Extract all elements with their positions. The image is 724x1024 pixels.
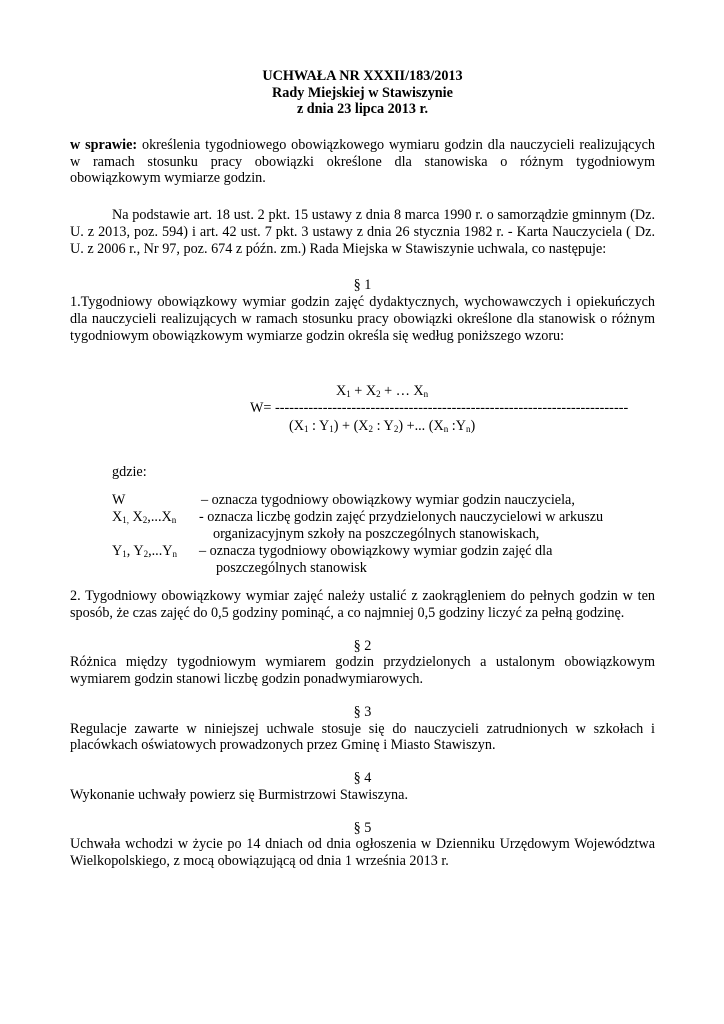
section-1-point-1: 1.Tygodniowy obowiązkowy wymiar godzin zajęć dydaktycznych, wychowawczych i opiekuńczych dla nauczycieli realizujących w ramach stosunku pracy obowiązki określone dla stanowisk o różnym tygodniowym obowiązkowym wymiarze godzin określa się według poniższego wzoru: <box>70 294 655 344</box>
section-1-point-2: 2. Tygodniowy obowiązkowy wymiar zajęć należy ustalić z zaokrągleniem do pełnych godzin w ten sposób, że czas zajęć do 0,5 godziny pominąć, a co najmniej 0,5 godziny liczyć za pełną godzinę. <box>70 588 655 621</box>
subject-paragraph <box>70 137 655 187</box>
definition-y: – oznacza tygodniowy obowiązkowy wymiar godzin zajęć dla <box>199 543 553 560</box>
formula <box>70 383 655 453</box>
legal-basis: Na podstawie art. 18 ust. 2 pkt. 15 ustawy z dnia 8 marca 1990 r. o samorządzie gminnym (Dz. U. z 2013, poz. 594) i art. 42 ust. 7 pkt. 3 ustawy z dnia 26 stycznia 1982 r. - Karta Nauczyciela ( Dz. U. z 2006 r., Nr 97, poz. 674 z późn. zm.) Rada Miejska w Stawiszynie uchwala, co następuje: <box>70 207 655 257</box>
section-4-sign: § 4 <box>353 770 372 787</box>
section-3-sign: § 3 <box>353 703 372 720</box>
definition-symbol-x: $X_{1,}$ $X_2,...X_n$ <box>112 509 177 526</box>
definition-x-cont: organizacyjnym szkoły na poszczególnych stanowiskach, <box>213 526 540 543</box>
document-page <box>70 68 655 870</box>
definitions <box>112 492 655 577</box>
resolution-date: z dnia 23 lipca 2013 r. <box>296 101 429 118</box>
subject-text: określenia tygodniowego obowiązkowego wymiaru godzin dla nauczycieli realizujących w ramach stosunku pracy obowiązki określone dla stanowiska o różnym tygodniowym obowiązkowym wymiarze godzin. <box>70 136 656 187</box>
definition-w: – oznacza tygodniowy obowiązkowy wymiar godzin nauczyciela, <box>201 492 575 509</box>
definition-symbol-y: $Y_1$, $Y_2,...Y_n$ <box>112 543 178 560</box>
section-3-text: Regulacje zawarte w niniejszej uchwale stosuje się do nauczycieli zatrudnionych w szkołach i placówkach oświatowych prowadzonych przez Gminę i Miasto Stawiszyn. <box>70 720 655 754</box>
definition-y-cont: poszczególnych stanowisk <box>216 560 367 577</box>
fraction-line: -------------------------------------------------------------------------- <box>274 400 629 417</box>
council-name: Rady Miejskiej w Stawiszynie <box>272 84 453 101</box>
document-header <box>70 68 655 118</box>
section-2-sign: § 2 <box>353 637 372 654</box>
section-1-sign: § 1 <box>353 277 372 294</box>
section-2-text: Różnica między tygodniowym wymiarem godzin przydzielonych a ustalonym obowiązkowym wymiarem godzin stanowi liczbę godzin ponadwymiarowych. <box>70 654 655 688</box>
resolution-number: UCHWAŁA NR XXXII/183/2013 <box>262 68 463 84</box>
formula-numerator: $X_1 + X_2$ + … $X_n$ <box>336 383 429 400</box>
formula-lhs: W= -------------------------------------------------------------------------- <box>250 400 629 417</box>
section-5-sign: § 5 <box>353 819 372 836</box>
subject-label: w sprawie: <box>70 136 138 153</box>
formula-denominator: ($X_1$ : $Y_1) + (X_2$ : $Y_2$) +... ($X_n$ $:Y_n$) <box>289 418 476 435</box>
where-label: gdzie: <box>112 464 147 481</box>
section-5-text: Uchwała wchodzi w życie po 14 dniach od dnia ogłoszenia w Dzienniku Urzędowym Województwa Wielkopolskiego, z mocą obowiązującą od dnia 1 września 2013 r. <box>70 836 655 870</box>
definition-symbol-w: W <box>112 492 126 509</box>
definition-x: - oznacza liczbę godzin zajęć przydzielonych nauczycielowi w arkuszu <box>199 509 604 526</box>
section-4-text: Wykonanie uchwały powierz się Burmistrzowi Stawiszyna. <box>70 786 408 803</box>
